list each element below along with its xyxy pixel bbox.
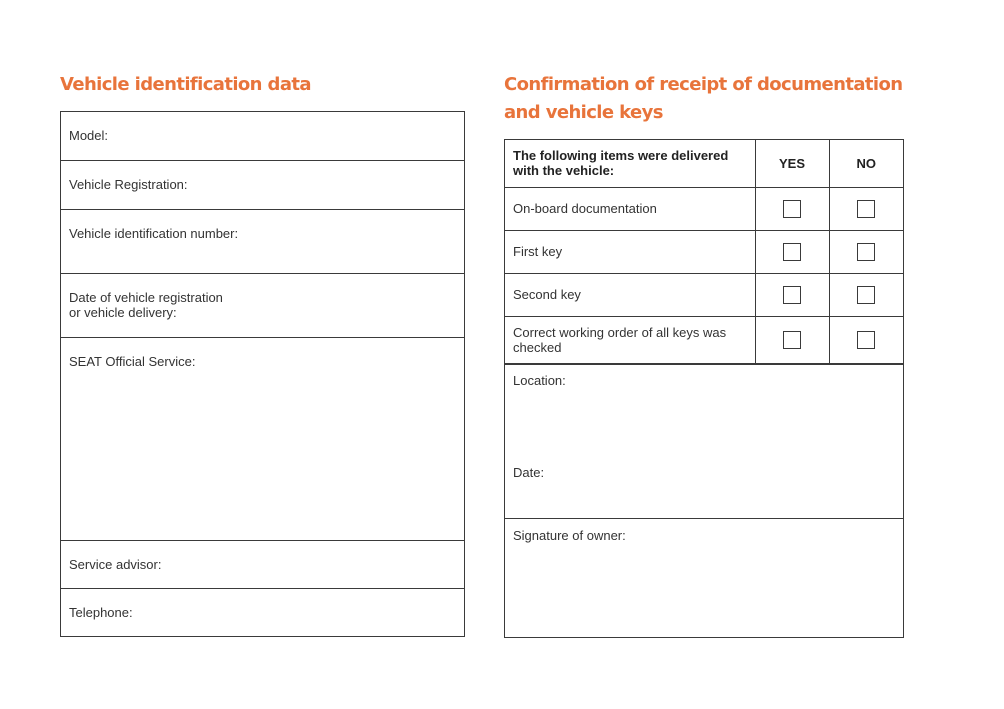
no-cell [829, 187, 903, 230]
signature-label: Signature of owner: [513, 527, 626, 543]
service-advisor-label: Service advisor: [69, 557, 162, 572]
yes-cell [755, 187, 829, 230]
vehicle-registration-field[interactable] [61, 160, 464, 209]
delivered-items-table [505, 140, 903, 364]
registration-delivery-date-field[interactable] [61, 273, 464, 337]
model-label: Model: [69, 128, 109, 143]
no-cell [829, 316, 903, 363]
onboard-documentation-label: On-board documentation [505, 187, 755, 230]
first-key-yes-checkbox[interactable] [783, 243, 801, 261]
first-key-no-checkbox[interactable] [857, 243, 875, 261]
delivered-items-header: The following items were delivered with the vehicle: [505, 140, 755, 187]
table-row [505, 273, 903, 316]
first-key-label: First key [505, 230, 755, 273]
seat-official-service-field[interactable] [61, 337, 464, 540]
onboard-documentation-yes-checkbox[interactable] [783, 200, 801, 218]
no-cell [829, 230, 903, 273]
keys-checked-label: Correct working order of all keys was checked [505, 316, 755, 363]
keys-checked-no-checkbox[interactable] [857, 331, 875, 349]
yes-column-header: YES [755, 140, 829, 187]
table-row [505, 187, 903, 230]
table-row [505, 230, 903, 273]
vehicle-registration-label: Vehicle Registration: [69, 177, 188, 192]
model-field[interactable] [61, 112, 464, 160]
table-row [505, 316, 903, 363]
table-header-row [505, 140, 903, 187]
second-key-yes-checkbox[interactable] [783, 286, 801, 304]
vehicle-identification-form [60, 111, 465, 637]
owner-signature-field[interactable] [505, 518, 903, 637]
yes-cell [755, 316, 829, 363]
telephone-label: Telephone: [69, 605, 133, 620]
onboard-documentation-no-checkbox[interactable] [857, 200, 875, 218]
service-advisor-field[interactable] [61, 540, 464, 588]
receipt-confirmation-title: Confirmation of receipt of documentation and vehicle keys [504, 74, 903, 123]
yes-cell [755, 230, 829, 273]
no-cell [829, 273, 903, 316]
date-label: Date: [513, 464, 545, 480]
second-key-label: Second key [505, 273, 755, 316]
location-date-field[interactable] [505, 364, 903, 518]
second-key-no-checkbox[interactable] [857, 286, 875, 304]
keys-checked-yes-checkbox[interactable] [783, 331, 801, 349]
vehicle-identification-number-field[interactable] [61, 209, 464, 273]
yes-cell [755, 273, 829, 316]
no-column-header: NO [829, 140, 903, 187]
telephone-field[interactable] [61, 588, 464, 636]
receipt-confirmation-form [504, 139, 904, 638]
seat-official-service-label: SEAT Official Service: [69, 354, 196, 369]
registration-delivery-date-label: Date of vehicle registration or vehicle delivery: [69, 290, 223, 320]
vehicle-identification-number-label: Vehicle identification number: [69, 226, 239, 241]
location-label: Location: [513, 372, 566, 388]
vehicle-identification-title: Vehicle identification data [60, 74, 311, 95]
